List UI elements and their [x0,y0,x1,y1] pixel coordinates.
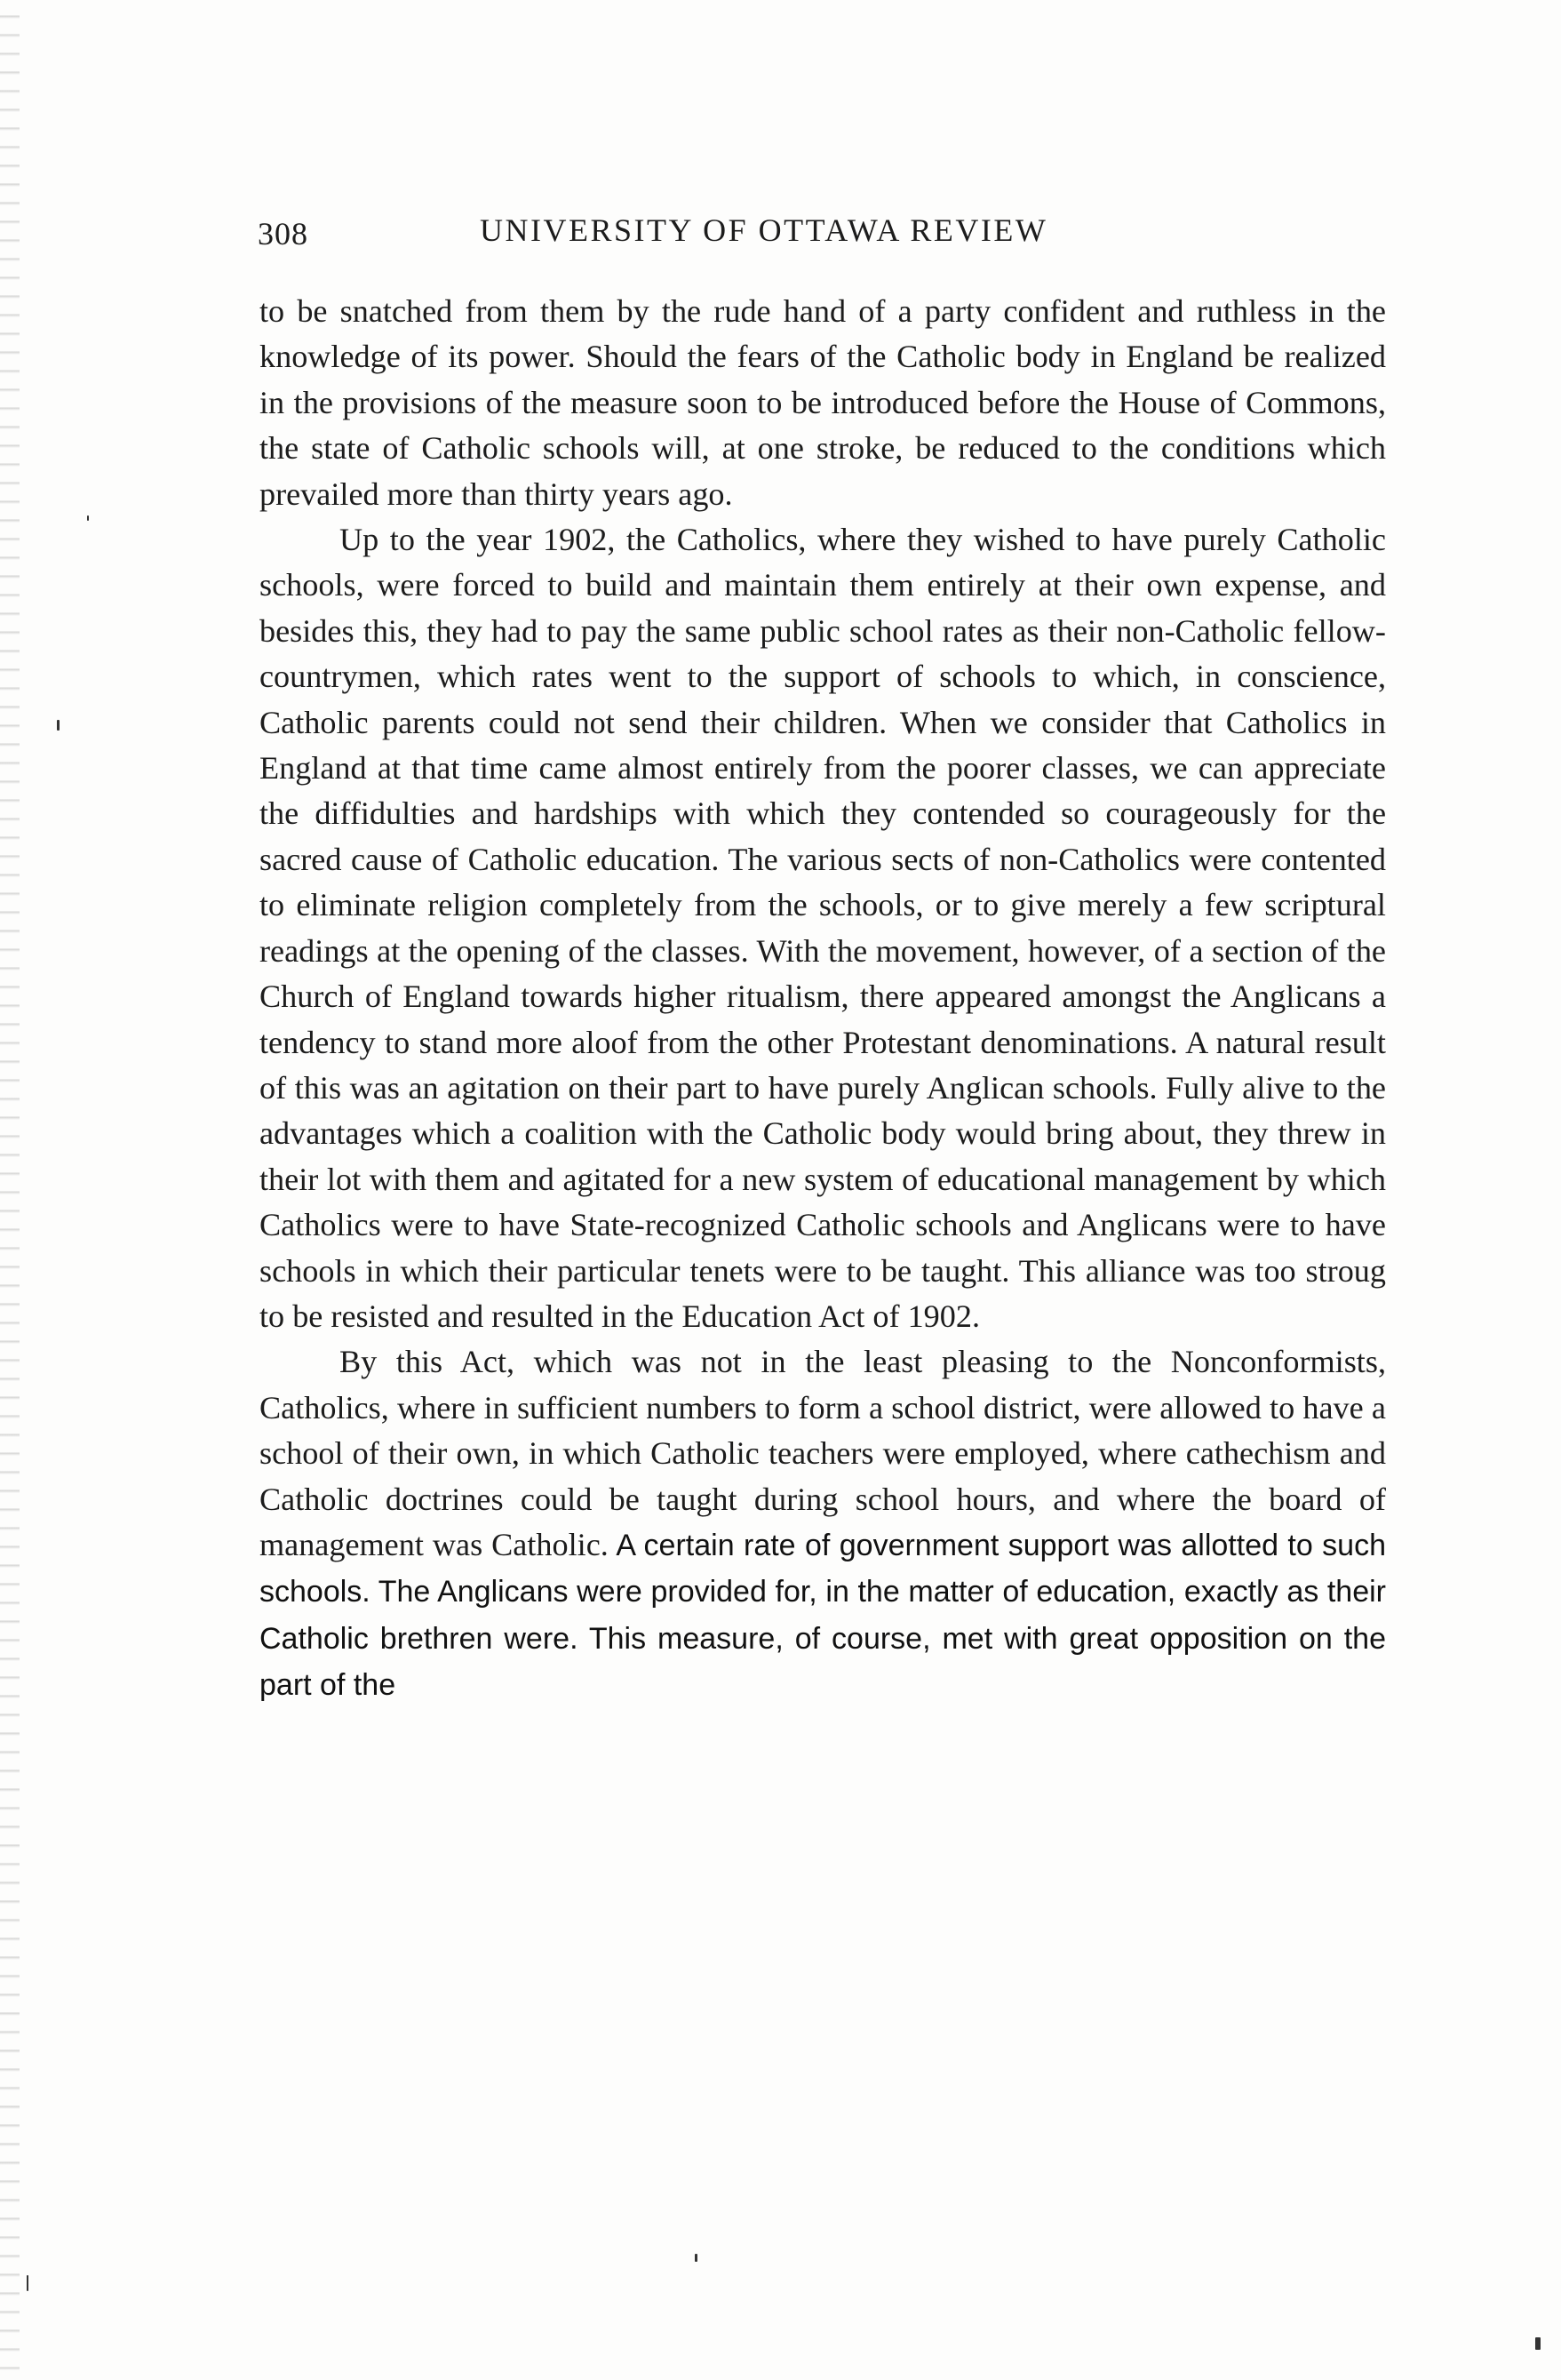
paragraph-act-regular-text: By this Act, which was not in the least pleasing to the Nonconformists, Catholics, where in sufficient numbers to form a school district, were allowed to have a school of their own, in which Catholic teachers were employed, where cathechism and Catholic doctrines could be taught during school hours, and where the board of management was Catholic. [259,1344,1386,1562]
scan-speck [87,515,89,521]
scan-speck [1535,2337,1541,2350]
article-body [259,289,1386,1709]
paragraph-act-tail-text: A certain rate of government support was allotted to such schools. The Anglicans were provided for, in the matter of education, exactly as their Catholic brethren were. This measure, of course, met with great opposition on the part of the [259,1528,1386,1703]
paragraph-education-act [259,1339,1386,1708]
scan-speck [57,720,60,731]
page-number: 308 [258,216,308,252]
running-head [258,208,1377,261]
paragraph-continued: to be snatched from them by the rude hand of a party confident and ruthless in the knowledge of its power. Should the fears of the Catholic body in England be realized in the provisions of the measure soon to be introduced before the House of Commons, the state of Catholic schools will, at one stroke, be reduced to the conditions which prevailed more than thirty years ago. [259,293,1386,512]
paragraph-education-history: Up to the year 1902, the Catholics, where they wished to have purely Catholic schools, were forced to build and maintain them entirely at their own expense, and besides this, they had to pay the same public school rates as their non-Catholic fellow-countrymen, which rates went to the support of schools to which, in conscience, Catholic parents could not send their children. When we consider that Catholics in England at that time came almost entirely from the poorer classes, we can appreciate the diffidulties and hardships with which they contended so courageously for the sacred cause of Catholic education. The various sects of non-Catholics were contented to eliminate religion completely from the schools, or to give merely a few scriptural readings at the opening of the classes. With the movement, however, of a section of the Church of England towards higher ritualism, there appeared amongst the Anglicans a tendency to stand more aloof from the other Protestant denominations. A natural result of this was an agitation on their part to have purely Anglican schools. Fully alive to the advantages which a coalition with the Catholic body would bring about, they threw in their lot with them and agitated for a new system of educational management by which Catholics were to have State-recognized Catholic schools and Anglicans were to have schools in which their particular tenets were to be taught. This alliance was too stroug to be resisted and resulted in the Education Act of 1902. [259,522,1386,1334]
scan-speck [695,2254,697,2262]
journal-title: UNIVERSITY OF OTTAWA REVIEW [480,212,1048,248]
scan-edge-shadow [0,0,20,2380]
scan-speck [27,2275,28,2291]
